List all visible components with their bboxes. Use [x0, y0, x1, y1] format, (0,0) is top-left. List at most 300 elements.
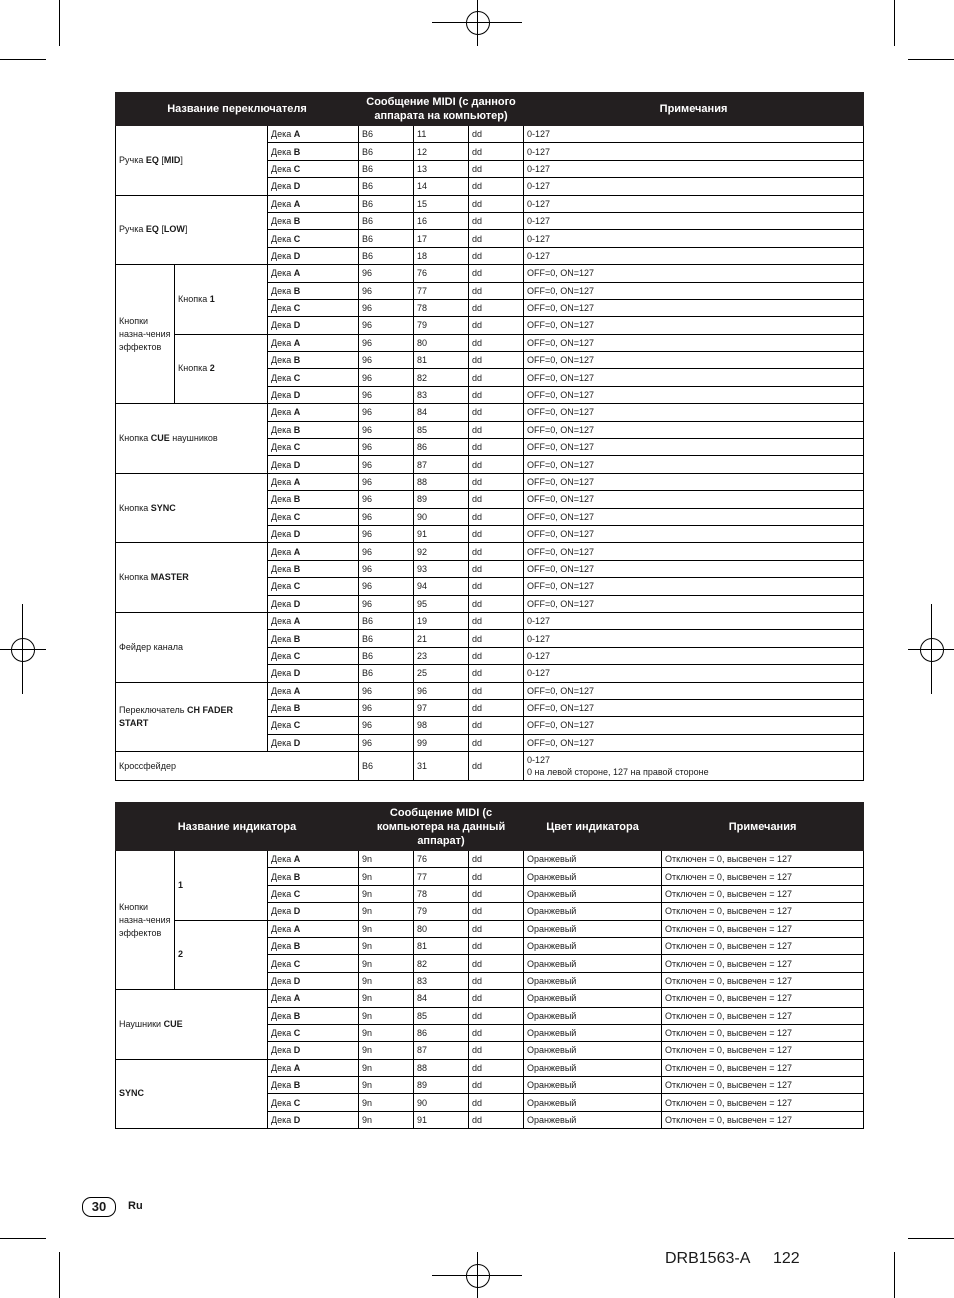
deck-cell: Дека A	[268, 851, 359, 868]
value-cell: B6	[359, 647, 414, 664]
deck-cell: Дека D	[268, 1111, 359, 1128]
value-cell: 96	[359, 699, 414, 716]
value-cell: 89	[414, 1077, 469, 1094]
value-cell: dd	[469, 369, 524, 386]
value-cell: 79	[414, 903, 469, 920]
deck-cell: Дека A	[268, 195, 359, 212]
value-cell: 96	[359, 369, 414, 386]
note-cell: Оранжевый	[524, 1094, 662, 1111]
value-cell: 88	[414, 1059, 469, 1076]
value-cell: OFF=0, ON=127	[524, 299, 864, 316]
deck-letter: D	[293, 906, 301, 917]
table-row	[116, 195, 864, 212]
print-page-number: 122	[773, 1250, 800, 1267]
note-cell: Оранжевый	[524, 1111, 662, 1128]
deck-cell: Дека A	[268, 265, 359, 282]
deck-cell: Дека B	[268, 937, 359, 954]
table-row	[116, 612, 864, 629]
value-cell: dd	[469, 160, 524, 177]
value-cell: 91	[414, 525, 469, 542]
header-indicator-name: Название индикатора	[116, 803, 359, 851]
registration-mark	[466, 1264, 490, 1288]
value-cell: 96	[359, 265, 414, 282]
deck-letter: A	[293, 546, 301, 557]
deck-letter: A	[293, 129, 301, 140]
value-cell: 9n	[359, 851, 414, 868]
deck-letter: C	[293, 163, 301, 174]
deck-letter: B	[293, 355, 301, 366]
deck-letter: A	[293, 407, 301, 418]
deck-letter: A	[293, 198, 301, 209]
deck-letter: C	[293, 1097, 301, 1108]
value-cell: B6	[359, 160, 414, 177]
label-bold: CUE	[150, 433, 170, 444]
note-cell: Оранжевый	[524, 972, 662, 989]
value-cell: dd	[469, 143, 524, 160]
value-cell: B6	[359, 126, 414, 143]
value-cell: OFF=0, ON=127	[524, 717, 864, 734]
deck-letter: A	[293, 685, 301, 696]
deck-letter: C	[293, 650, 301, 661]
deck-letter: A	[293, 993, 301, 1004]
note-cell: Оранжевый	[524, 1059, 662, 1076]
note-cell: Отключен = 0, высвечен = 127	[662, 1094, 864, 1111]
value-cell: 78	[414, 299, 469, 316]
value-cell: dd	[469, 491, 524, 508]
value-cell: dd	[469, 178, 524, 195]
table-row	[116, 334, 864, 351]
crop-mark	[894, 0, 895, 46]
value-cell: 89	[414, 491, 469, 508]
value-cell: 9n	[359, 903, 414, 920]
value-cell: dd	[469, 1024, 524, 1041]
deck-letter: B	[293, 494, 301, 505]
value-cell: 96	[359, 317, 414, 334]
table-row	[116, 404, 864, 421]
language-code: Ru	[128, 1200, 143, 1212]
note-cell: Оранжевый	[524, 885, 662, 902]
deck-letter: B	[293, 285, 301, 296]
deck-cell: Дека D	[268, 386, 359, 403]
label-bold: EQ	[145, 154, 159, 165]
deck-cell: Дека B	[268, 1007, 359, 1024]
value-cell: 96	[359, 352, 414, 369]
deck-cell: Дека D	[268, 1042, 359, 1059]
value-cell: B6	[359, 752, 414, 781]
deck-cell: Дека C	[268, 578, 359, 595]
label-bold: 2	[178, 949, 184, 960]
value-cell: 98	[414, 717, 469, 734]
value-cell: 96	[359, 543, 414, 560]
value-cell: 96	[359, 386, 414, 403]
value-cell: dd	[469, 439, 524, 456]
value-cell: dd	[469, 682, 524, 699]
value-cell: 81	[414, 352, 469, 369]
value-cell: dd	[469, 1059, 524, 1076]
value-cell: dd	[469, 595, 524, 612]
note-cell: Отключен = 0, высвечен = 127	[662, 1042, 864, 1059]
value-cell: 0-127	[524, 665, 864, 682]
label-bold: CUE	[163, 1018, 183, 1029]
value-cell: 96	[359, 508, 414, 525]
deck-letter: A	[293, 616, 301, 627]
value-cell: 15	[414, 195, 469, 212]
value-cell: 96	[359, 491, 414, 508]
value-cell: 83	[414, 972, 469, 989]
label-bold: SYNC	[119, 1088, 145, 1099]
value-cell: dd	[469, 734, 524, 751]
value-cell: dd	[469, 752, 524, 781]
value-cell: 93	[414, 560, 469, 577]
note-cell: Отключен = 0, высвечен = 127	[662, 990, 864, 1007]
value-cell: 96	[359, 282, 414, 299]
table-row	[116, 990, 864, 1007]
note-cell: Оранжевый	[524, 851, 662, 868]
value-cell: OFF=0, ON=127	[524, 734, 864, 751]
deck-cell: Дека B	[268, 282, 359, 299]
note-cell: Оранжевый	[524, 990, 662, 1007]
value-cell: B6	[359, 630, 414, 647]
group-label: Кнопка CUE наушников	[116, 404, 268, 474]
value-cell: 96	[359, 734, 414, 751]
deck-letter: D	[293, 737, 301, 748]
deck-cell: Дека D	[268, 595, 359, 612]
note-cell: Отключен = 0, высвечен = 127	[662, 1077, 864, 1094]
value-cell: 90	[414, 508, 469, 525]
deck-cell: Дека B	[268, 212, 359, 229]
value-cell: 84	[414, 404, 469, 421]
value-cell: dd	[469, 247, 524, 264]
note-line: 0-127	[527, 755, 551, 766]
value-cell: 82	[414, 955, 469, 972]
subgroup-label	[175, 920, 268, 990]
value-cell: 83	[414, 386, 469, 403]
group-label: Ручка EQ [MID]	[116, 126, 268, 196]
value-cell: 97	[414, 699, 469, 716]
deck-cell: Дека C	[268, 647, 359, 664]
deck-cell: Дека D	[268, 456, 359, 473]
table-row	[116, 473, 864, 490]
page-number-badge: 30	[82, 1197, 116, 1217]
deck-letter: D	[293, 181, 301, 192]
value-cell: 14	[414, 178, 469, 195]
note-cell: Отключен = 0, высвечен = 127	[662, 1007, 864, 1024]
value-cell: dd	[469, 404, 524, 421]
note-cell: Отключен = 0, высвечен = 127	[662, 920, 864, 937]
note-cell: Отключен = 0, высвечен = 127	[662, 851, 864, 868]
value-cell: 85	[414, 421, 469, 438]
value-cell: 81	[414, 937, 469, 954]
table-row	[116, 265, 864, 282]
value-cell: dd	[469, 937, 524, 954]
value-cell: dd	[469, 317, 524, 334]
header-notes: Примечания	[524, 93, 864, 126]
value-cell: dd	[469, 1111, 524, 1128]
value-cell: OFF=0, ON=127	[524, 334, 864, 351]
deck-cell: Дека D	[268, 178, 359, 195]
deck-letter: D	[293, 320, 301, 331]
value-cell: B6	[359, 247, 414, 264]
value-cell: OFF=0, ON=127	[524, 508, 864, 525]
deck-letter: A	[293, 854, 301, 865]
deck-letter: C	[293, 442, 301, 453]
note-cell: Оранжевый	[524, 868, 662, 885]
deck-letter: C	[293, 581, 301, 592]
value-cell: B6	[359, 665, 414, 682]
value-cell: OFF=0, ON=127	[524, 699, 864, 716]
deck-letter: B	[293, 424, 301, 435]
deck-letter: B	[293, 633, 301, 644]
deck-letter: B	[293, 216, 301, 227]
value-cell: OFF=0, ON=127	[524, 352, 864, 369]
value-cell: OFF=0, ON=127	[524, 491, 864, 508]
value-cell: dd	[469, 1007, 524, 1024]
deck-cell: Дека C	[268, 230, 359, 247]
deck-letter: D	[293, 1115, 301, 1126]
group-label: Наушники CUE	[116, 990, 268, 1060]
value-cell: 9n	[359, 955, 414, 972]
value-cell: 0-127	[524, 195, 864, 212]
deck-cell: Дека C	[268, 299, 359, 316]
value-cell: dd	[469, 1094, 524, 1111]
deck-letter: C	[293, 720, 301, 731]
deck-cell: Дека C	[268, 439, 359, 456]
note-cell: Отключен = 0, высвечен = 127	[662, 955, 864, 972]
value-cell: 87	[414, 1042, 469, 1059]
deck-letter: D	[293, 975, 301, 986]
group-label: Ручка EQ [LOW]	[116, 195, 268, 265]
value-cell: dd	[469, 212, 524, 229]
value-cell: B6	[359, 212, 414, 229]
value-cell: 76	[414, 265, 469, 282]
note-cell: Оранжевый	[524, 955, 662, 972]
value-cell: 31	[414, 752, 469, 781]
value-cell: 96	[359, 299, 414, 316]
value-cell: OFF=0, ON=127	[524, 560, 864, 577]
deck-cell: Дека A	[268, 682, 359, 699]
value-cell: 87	[414, 456, 469, 473]
value-cell: B6	[359, 230, 414, 247]
note-cell: Отключен = 0, высвечен = 127	[662, 903, 864, 920]
value-cell: 25	[414, 665, 469, 682]
value-cell: dd	[469, 299, 524, 316]
registration-mark	[466, 11, 490, 35]
deck-cell: Дека A	[268, 126, 359, 143]
table-row	[116, 126, 864, 143]
deck-cell: Дека D	[268, 972, 359, 989]
deck-cell: Дека D	[268, 903, 359, 920]
deck-cell: Дека C	[268, 885, 359, 902]
value-cell: dd	[469, 647, 524, 664]
group-label: Переключатель CH FADER START	[116, 682, 268, 752]
registration-mark	[920, 638, 944, 662]
value-cell: dd	[469, 352, 524, 369]
value-cell: 86	[414, 439, 469, 456]
value-cell: 0-127	[524, 212, 864, 229]
deck-letter: D	[293, 390, 301, 401]
value-cell: dd	[469, 543, 524, 560]
value-cell: dd	[469, 885, 524, 902]
value-cell: 0-127	[524, 126, 864, 143]
header-midi-message: Сообщение MIDI (с данного аппарата на компьютер)	[359, 93, 524, 126]
value-cell: OFF=0, ON=127	[524, 404, 864, 421]
value-cell: 9n	[359, 1042, 414, 1059]
value-cell: 94	[414, 578, 469, 595]
header-notes: Примечания	[662, 803, 864, 851]
value-cell: 77	[414, 282, 469, 299]
note-cell: Оранжевый	[524, 1024, 662, 1041]
deck-cell: Дека A	[268, 334, 359, 351]
value-cell: OFF=0, ON=127	[524, 595, 864, 612]
value-cell: 12	[414, 143, 469, 160]
value-cell: 9n	[359, 1007, 414, 1024]
deck-cell: Дека C	[268, 1024, 359, 1041]
value-cell: 18	[414, 247, 469, 264]
group-label: Кнопка MASTER	[116, 543, 268, 613]
value-cell: 96	[359, 560, 414, 577]
value-cell: dd	[469, 195, 524, 212]
deck-letter: C	[293, 303, 301, 314]
value-cell: 0-127	[524, 647, 864, 664]
value-cell: 92	[414, 543, 469, 560]
header-switch-name: Название переключателя	[116, 93, 359, 126]
note-cell: Отключен = 0, высвечен = 127	[662, 885, 864, 902]
value-cell: 96	[359, 404, 414, 421]
note-cell: Отключен = 0, высвечен = 127	[662, 1059, 864, 1076]
deck-cell: Дека A	[268, 543, 359, 560]
deck-letter: B	[293, 871, 301, 882]
label-bold: CH FADER START	[119, 704, 234, 728]
deck-letter: C	[293, 233, 301, 244]
value-cell: 88	[414, 473, 469, 490]
note-cell: Оранжевый	[524, 1042, 662, 1059]
value-cell: dd	[469, 421, 524, 438]
registration-mark	[11, 638, 35, 662]
note-cell: Оранжевый	[524, 1007, 662, 1024]
value-cell: dd	[469, 868, 524, 885]
switch-midi-table	[115, 92, 864, 781]
crop-mark	[908, 1238, 954, 1239]
note-cell: Оранжевый	[524, 937, 662, 954]
note-cell	[524, 752, 864, 781]
value-cell: OFF=0, ON=127	[524, 386, 864, 403]
value-cell: 16	[414, 212, 469, 229]
value-cell: OFF=0, ON=127	[524, 456, 864, 473]
value-cell: 76	[414, 851, 469, 868]
deck-letter: B	[293, 1080, 301, 1091]
deck-letter: B	[293, 1010, 301, 1021]
deck-letter: A	[293, 923, 301, 934]
value-cell: 11	[414, 126, 469, 143]
value-cell: dd	[469, 473, 524, 490]
value-cell: 9n	[359, 920, 414, 937]
value-cell: 0-127	[524, 143, 864, 160]
value-cell: dd	[469, 230, 524, 247]
value-cell: 0-127	[524, 612, 864, 629]
deck-letter: D	[293, 529, 301, 540]
deck-cell: Дека B	[268, 352, 359, 369]
value-cell: dd	[469, 920, 524, 937]
note-cell: Отключен = 0, высвечен = 127	[662, 1024, 864, 1041]
deck-letter: B	[293, 941, 301, 952]
value-cell: 0-127	[524, 630, 864, 647]
deck-letter: A	[293, 477, 301, 487]
note-cell: Отключен = 0, высвечен = 127	[662, 868, 864, 885]
deck-letter: B	[293, 146, 301, 157]
table-row	[116, 543, 864, 560]
value-cell: dd	[469, 851, 524, 868]
value-cell: OFF=0, ON=127	[524, 525, 864, 542]
label-bold: LOW	[163, 224, 185, 235]
value-cell: 13	[414, 160, 469, 177]
value-cell: dd	[469, 699, 524, 716]
deck-letter: B	[293, 563, 301, 574]
deck-letter: B	[293, 703, 301, 714]
value-cell: 9n	[359, 885, 414, 902]
value-cell: 86	[414, 1024, 469, 1041]
header-midi-message: Сообщение MIDI (с компьютера на данный аппарат)	[359, 803, 524, 851]
crop-mark	[0, 59, 46, 60]
value-cell: 96	[359, 473, 414, 490]
value-cell: dd	[469, 282, 524, 299]
value-cell: dd	[469, 525, 524, 542]
deck-cell: Дека B	[268, 491, 359, 508]
value-cell: 82	[414, 369, 469, 386]
value-cell: 78	[414, 885, 469, 902]
value-cell: dd	[469, 903, 524, 920]
value-cell: 9n	[359, 1094, 414, 1111]
table-row	[116, 1059, 864, 1076]
value-cell: dd	[469, 665, 524, 682]
value-cell: 9n	[359, 1111, 414, 1128]
value-cell: 85	[414, 1007, 469, 1024]
value-cell: dd	[469, 265, 524, 282]
deck-cell: Дека C	[268, 955, 359, 972]
deck-letter: A	[293, 1062, 301, 1073]
deck-cell: Дека D	[268, 525, 359, 542]
deck-cell: Дека B	[268, 143, 359, 160]
label-bold: 1	[178, 879, 184, 890]
note-line: 0 на левой стороне, 127 на правой стороне	[527, 767, 709, 778]
deck-letter: D	[293, 459, 301, 470]
value-cell: dd	[469, 990, 524, 1007]
note-cell: Отключен = 0, высвечен = 127	[662, 937, 864, 954]
deck-cell: Дека B	[268, 630, 359, 647]
deck-letter: C	[293, 511, 301, 522]
document-id: DRB1563-A	[665, 1250, 751, 1267]
value-cell: B6	[359, 195, 414, 212]
note-cell: Оранжевый	[524, 1077, 662, 1094]
value-cell: 19	[414, 612, 469, 629]
crop-mark	[0, 1238, 46, 1239]
value-cell: 99	[414, 734, 469, 751]
subgroup-label: Кнопка 1	[175, 265, 268, 335]
value-cell: B6	[359, 143, 414, 160]
crop-mark	[59, 1252, 60, 1298]
table-row	[116, 851, 864, 868]
group-label: Фейдер канала	[116, 612, 268, 682]
deck-cell: Дека A	[268, 404, 359, 421]
value-cell: 9n	[359, 868, 414, 885]
value-cell: dd	[469, 630, 524, 647]
note-cell: Оранжевый	[524, 903, 662, 920]
header-indicator-color: Цвет индикатора	[524, 803, 662, 851]
value-cell: 0-127	[524, 230, 864, 247]
label-bold: EQ	[145, 224, 159, 235]
deck-letter: D	[293, 250, 301, 261]
deck-cell: Дека D	[268, 665, 359, 682]
value-cell: 9n	[359, 937, 414, 954]
